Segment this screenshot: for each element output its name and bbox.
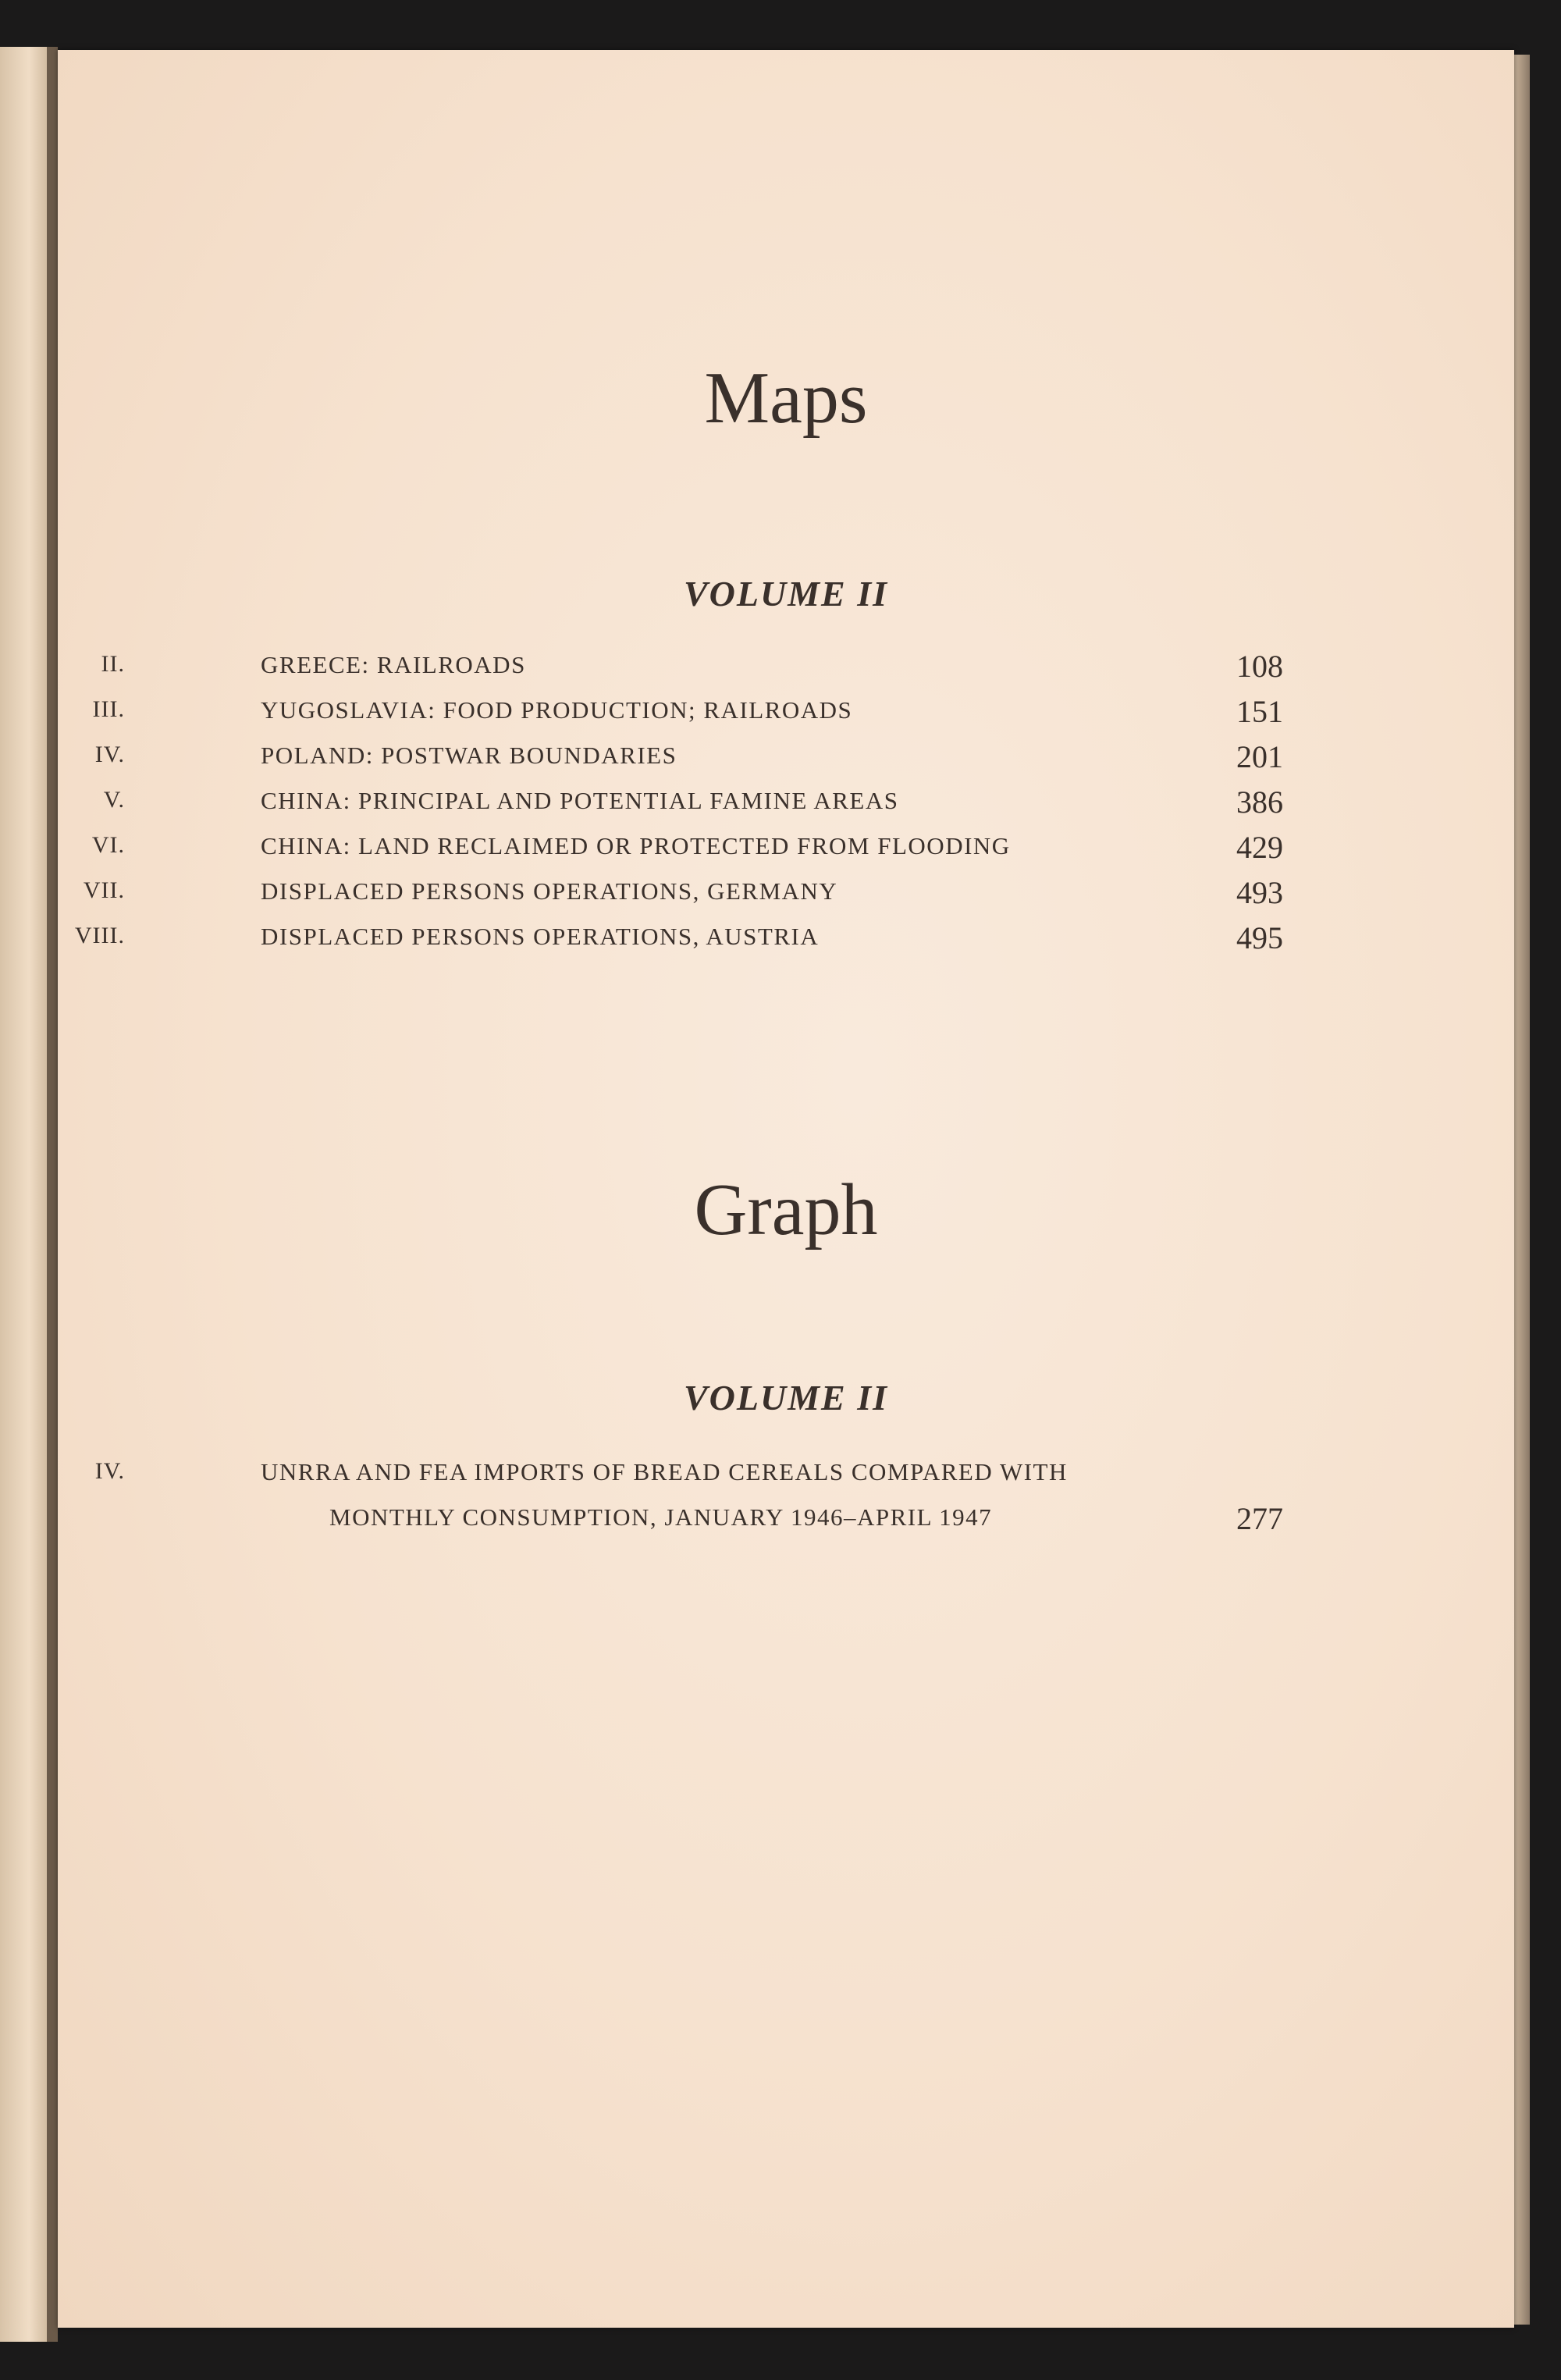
list-item <box>58 696 1514 742</box>
entry-number: IV. <box>94 742 125 767</box>
entry-number: II. <box>101 651 125 677</box>
entry-page-number: 151 <box>1236 694 1283 729</box>
graph-volume-label: VOLUME II <box>683 1378 889 1418</box>
entry-title: CHINA: PRINCIPAL AND POTENTIAL FAMINE AREAS <box>261 787 899 814</box>
page-right-edge <box>1514 55 1530 2325</box>
entry-title: GREECE: RAILROADS <box>261 651 526 678</box>
entry-page-number: 386 <box>1236 784 1283 820</box>
entry-number: VI. <box>91 832 125 858</box>
entry-number: IV. <box>94 1458 125 1484</box>
entry-number: VII. <box>83 877 125 903</box>
entry-page-number: 429 <box>1236 830 1283 865</box>
list-item <box>58 920 1514 968</box>
entry-title: DISPLACED PERSONS OPERATIONS, GERMANY <box>261 877 838 905</box>
left-page-edge <box>0 47 53 2342</box>
book-page <box>58 50 1514 2328</box>
book-gutter <box>47 47 58 2342</box>
entry-number: III. <box>92 696 125 722</box>
entry-page-number: 495 <box>1236 920 1283 955</box>
entry-page-number: 277 <box>1236 1501 1283 1536</box>
entry-title: CHINA: LAND RECLAIMED OR PROTECTED FROM FLOODING <box>261 832 1011 859</box>
list-item <box>58 1458 1514 1549</box>
list-item <box>58 739 1514 787</box>
entry-page-number: 493 <box>1236 875 1283 910</box>
entry-title: DISPLACED PERSONS OPERATIONS, AUSTRIA <box>261 923 820 950</box>
entry-page-number: 201 <box>1236 739 1283 774</box>
graph-heading: Graph <box>694 1169 878 1250</box>
list-item <box>58 832 1514 877</box>
list-item <box>58 877 1514 923</box>
list-item <box>58 651 1514 696</box>
maps-volume-label: VOLUME II <box>683 574 889 614</box>
list-item <box>58 784 1514 832</box>
entry-title: YUGOSLAVIA: FOOD PRODUCTION; RAILROADS <box>261 696 853 724</box>
entry-number: V. <box>103 787 125 813</box>
entry-number: VIII. <box>74 923 125 948</box>
maps-heading: Maps <box>704 358 868 439</box>
entry-title: POLAND: POSTWAR BOUNDARIES <box>261 742 677 769</box>
entry-title: UNRRA AND FEA IMPORTS OF BREAD CEREALS COMPARED WITH <box>261 1458 1068 1485</box>
entry-page-number: 108 <box>1236 649 1283 684</box>
entry-title-continuation: MONTHLY CONSUMPTION, JANUARY 1946–APRIL 1947 <box>329 1503 993 1531</box>
